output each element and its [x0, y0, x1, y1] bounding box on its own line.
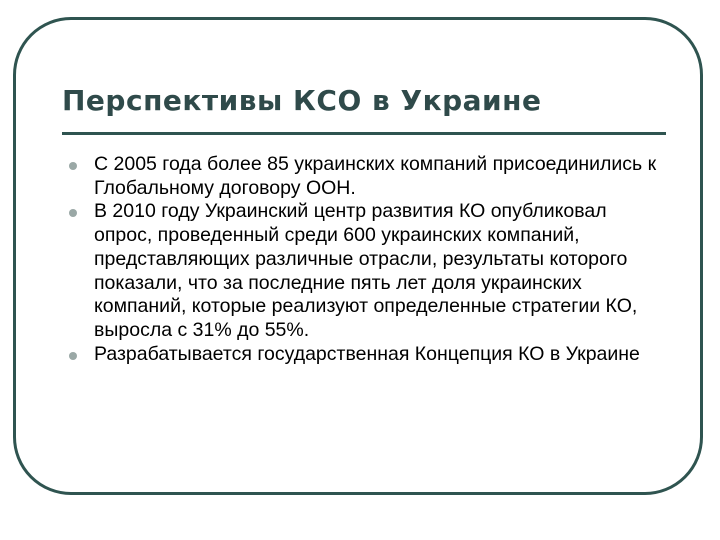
bullet-dot-icon: [69, 209, 77, 217]
bullet-item-survey: [62, 200, 662, 342]
bullet-dot-icon: [69, 162, 77, 170]
slide-title: Перспективы КСО в Украине: [62, 84, 542, 117]
bullet-text: В 2010 году Украинский центр развития КО опубликовал опрос, проведенный среди 600 украинских компаний, представляющих различные отрасли, результаты которого показали, что за последние пять лет доля украинских компаний, которые реализуют определенные стратегии КО, выросла с 31% до 55%.: [94, 200, 638, 341]
bullet-item-concept: [62, 343, 662, 367]
bullet-item-global-compact: [62, 153, 662, 200]
bullet-text: Разрабатывается государственная Концепция КО в Украине: [94, 342, 640, 365]
bullet-dot-icon: [69, 352, 77, 360]
bullet-list: [62, 153, 662, 366]
title-underline: [62, 132, 666, 135]
bullet-text: С 2005 года более 85 украинских компаний присоединились к Глобальному договору ООН.: [94, 153, 657, 199]
